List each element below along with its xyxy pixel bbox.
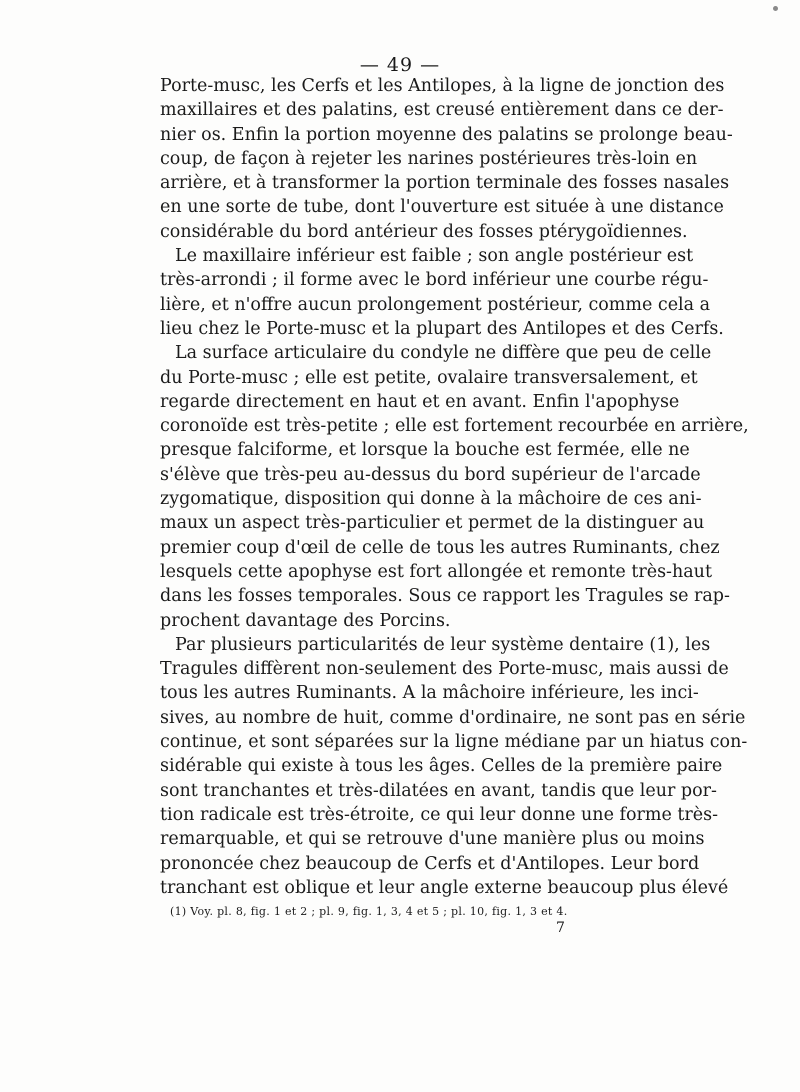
text-line: Le maxillaire inférieur est faible ; son angle postérieur est — [175, 246, 694, 267]
text-line: zygomatique, disposition qui donne à la mâchoire de ces ani- — [160, 489, 702, 510]
text-line: presque falciforme, et lorsque la bouche est fermée, elle ne — [160, 440, 690, 461]
text-line: sidérable qui existe à tous les âges. Celles de la première paire — [160, 756, 723, 777]
page-header: — 49 — — [359, 54, 441, 76]
text-line: remarquable, et qui se retrouve d'une manière plus ou moins — [160, 829, 705, 850]
text-line: La surface articulaire du condyle ne diffère que peu de celle — [175, 343, 712, 364]
text-line: très-arrondi ; il forme avec le bord inférieur une courbe régu- — [160, 270, 709, 291]
text-line: du Porte-musc ; elle est petite, ovalaire transversalement, et — [160, 367, 698, 388]
text-line: regarde directement en haut et en avant. Enfin l'apophyse — [160, 391, 680, 412]
text-line: maxillaires et des palatins, est creusé entièrement dans ce der- — [160, 100, 724, 121]
text-line: coronoïde est très-petite ; elle est fortement recourbée en arrière, — [160, 416, 749, 437]
text-line: tous les autres Ruminants. A la mâchoire inférieure, les inci- — [160, 683, 699, 704]
body-text — [160, 74, 749, 900]
text-line: nier os. Enfin la portion moyenne des palatins se prolonge beau- — [160, 124, 733, 145]
text-line: prochent davantage des Porcins. — [160, 610, 451, 631]
text-line: arrière, et à transformer la portion terminale des fosses nasales — [160, 173, 730, 194]
text-line: sives, au nombre de huit, comme d'ordinaire, ne sont pas en série — [160, 707, 746, 728]
text-line: continue, et sont séparées sur la ligne médiane par un hiatus con- — [160, 732, 748, 753]
text-line: tranchant est oblique et leur angle externe beaucoup plus élevé — [160, 877, 729, 898]
corner-mark — [773, 6, 778, 11]
text-line: maux un aspect très-particulier et permet de la distinguer au — [160, 513, 705, 534]
text-line: considérable du bord antérieur des fosses ptérygoïdiennes. — [160, 221, 688, 242]
text-line: dans les fosses temporales. Sous ce rapport les Tragules se rap- — [160, 586, 730, 607]
text-line: s'élève que très-peu au-dessus du bord supérieur de l'arcade — [160, 464, 701, 485]
text-line: Porte-musc, les Cerfs et les Antilopes, à la ligne de jonction des — [160, 76, 725, 96]
footnote: (1) Voy. pl. 8, fig. 1 et 2 ; pl. 9, fig. 1, 3, 4 et 5 ; pl. 10, fig. 1, 3 et 4. — [170, 905, 568, 918]
text-line: Tragules diffèrent non-seulement des Porte-musc, mais aussi de — [160, 659, 729, 680]
text-line: lieu chez le Porte-musc et la plupart des Antilopes et des Cerfs. — [160, 318, 724, 339]
text-line: coup, de façon à rejeter les narines postérieures très-loin en — [160, 148, 698, 169]
text-line: lesquels cette apophyse est fort allongée et remonte très-haut — [160, 561, 712, 582]
text-line: tion radicale est très-étroite, ce qui leur donne une forme très- — [160, 804, 719, 825]
text-line: Par plusieurs particularités de leur système dentaire (1), les — [175, 634, 711, 655]
text-line: en une sorte de tube, dont l'ouverture est située à une distance — [160, 197, 724, 218]
text-line: lière, et n'offre aucun prolongement postérieur, comme cela a — [160, 294, 711, 315]
text-line: premier coup d'œil de celle de tous les autres Ruminants, chez — [160, 537, 720, 558]
text-line: prononcée chez beaucoup de Cerfs et d'Antilopes. Leur bord — [160, 853, 700, 874]
signature-mark: 7 — [556, 920, 565, 936]
text-line: sont tranchantes et très-dilatées en avant, tandis que leur por- — [160, 780, 717, 801]
